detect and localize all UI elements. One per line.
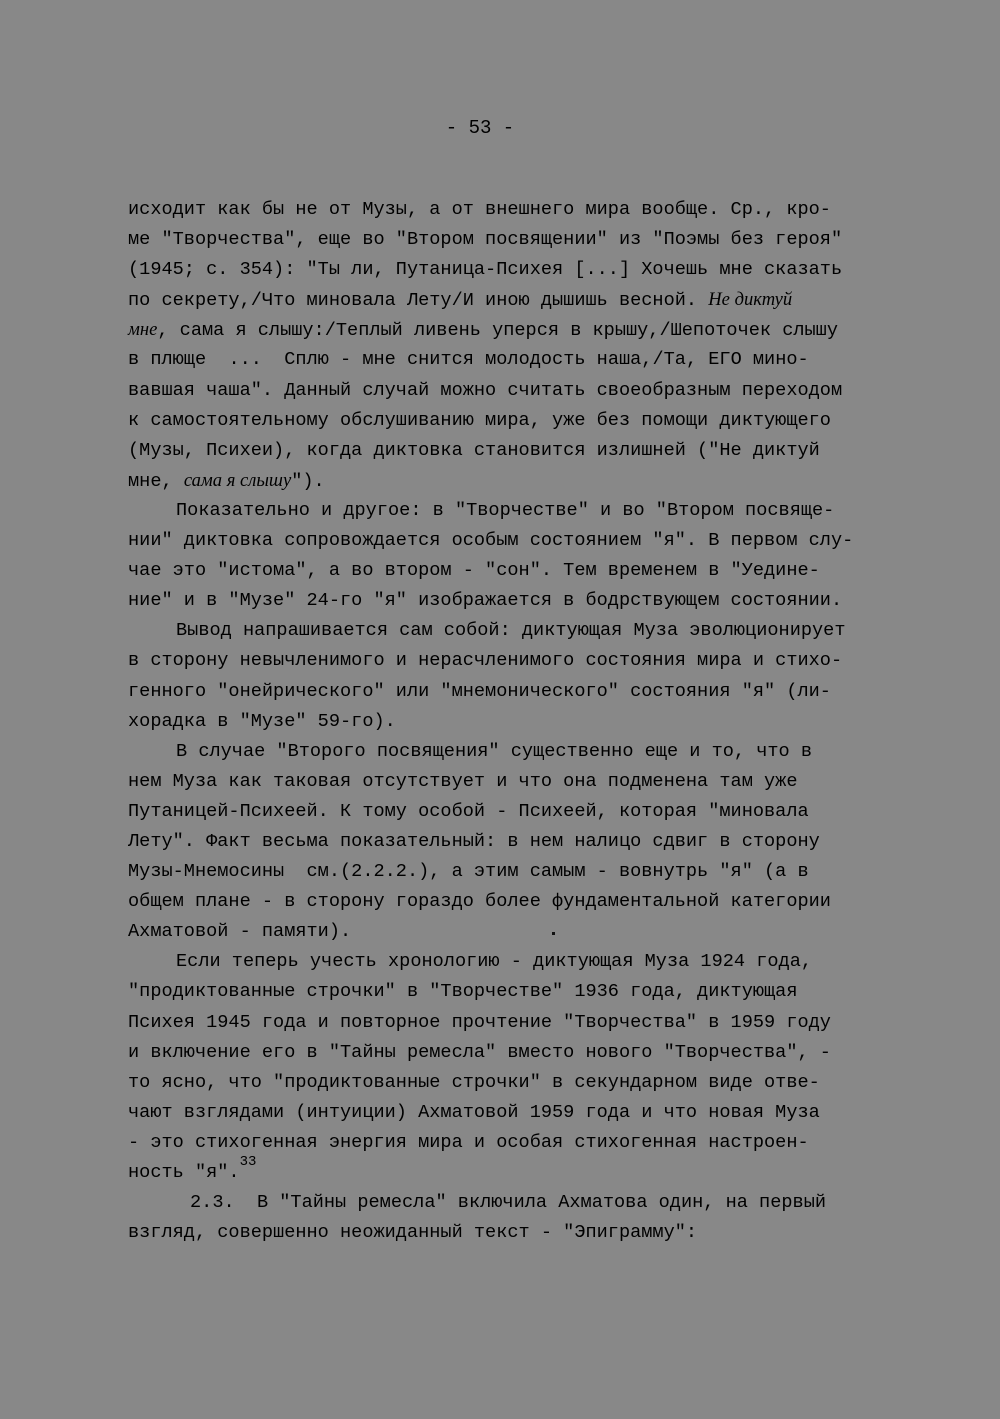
italic-quote: сама я слышу — [183, 469, 292, 491]
section-start-line: 2.3. В "Тайны ремесла" включила Ахматова один, на первый — [190, 1192, 827, 1214]
text-line — [128, 1154, 908, 1188]
text-line: нии" диктовка сопровождается особым состоянием "я". В первом слу- — [128, 530, 854, 552]
text-span: Сплю - мне снится молодость наша,/Та, ЕГО мино- — [284, 349, 809, 371]
text-line: ме "Творчества", еще во "Втором посвящении" из "Поэмы без героя" — [128, 229, 843, 251]
text-span: мне, — [128, 470, 173, 492]
text-line: Показательно и другое: в "Творчестве" и во "Втором посвяще- — [176, 499, 835, 521]
text-line — [128, 466, 908, 496]
stray-mark — [552, 932, 555, 935]
text-line: общем плане - в сторону гораздо более фундаментальной категории — [128, 891, 831, 913]
text-span: в плюще — [128, 349, 207, 371]
text-line: к самостоятельному обслушиванию мира, уже без помощи диктующего — [128, 409, 831, 431]
text-line: вавшая чаша". Данный случай можно считать своеобразным переходом — [128, 379, 843, 401]
text-span: , сама я слышу:/Теплый ливень уперся в крышу,/Шепоточек слышу — [157, 320, 838, 342]
body-text — [128, 195, 908, 1248]
text-line: взгляд, совершенно неожиданный текст - "Эпиграмму": — [128, 1222, 698, 1244]
text-line: Если теперь учесть хронологию - диктующая Муза 1924 года, — [176, 951, 813, 973]
text-line — [128, 315, 908, 345]
text-line: Лету". Факт весьма показательный: в нем налицо сдвиг в сторону — [128, 830, 820, 852]
italic-quote: Не диктуй — [708, 289, 793, 311]
text-line: чают взглядами (интуиции) Ахматовой 1959 года и что новая Муза — [128, 1101, 820, 1123]
text-line: Психея 1945 года и повторное прочтение "Творчества" в 1959 году — [128, 1011, 831, 1033]
text-span: ность "я". — [128, 1162, 240, 1183]
footnote-marker: 33 — [239, 1154, 257, 1170]
text-line: в сторону невычленимого и нерасчленимого состояния мира и стихо- — [128, 650, 843, 672]
text-line — [128, 345, 908, 375]
text-line: то ясно, что "продиктованные строчки" в секундарном виде отве- — [128, 1071, 820, 1093]
text-line: исходит как бы не от Музы, а от внешнего мира вообще. Ср., кро- — [128, 199, 831, 220]
text-line: чае это "истома", а во втором - "сон". Тем временем в "Уедине- — [128, 560, 820, 582]
text-line: Вывод напрашивается сам собой: диктующая Муза эволюционирует — [176, 620, 846, 642]
text-span: "). — [291, 470, 325, 492]
text-line: и включение его в "Тайны ремесла" вместо нового "Творчества", - — [128, 1041, 831, 1063]
text-line: нем Муза как таковая отсутствует и что она подменена там уже — [128, 770, 798, 792]
text-line: "продиктованные строчки" в "Творчестве" 1936 года, диктующая — [128, 981, 798, 1003]
text-line: хорадка в "Музе" 59-го). — [128, 710, 396, 732]
text-line: Ахматовой - памяти). — [128, 921, 352, 943]
text-line: (1945; с. 354): "Ты ли, Путаница-Психея [...] Хочешь мне сказать — [128, 259, 843, 281]
text-line: - это стихогенная энергия мира и особая стихогенная настроен- — [128, 1131, 809, 1153]
text-line — [128, 285, 908, 315]
text-line: Музы-Мнемосины см.(2.2.2.), а этим самым - вовнутрь "я" (а в — [128, 861, 809, 883]
text-line: генного "онейрического" или "мнемонического" состояния "я" (ли- — [128, 680, 831, 702]
italic-quote: мне — [128, 319, 158, 341]
text-span: по секрету,/Что миновала Лету/И иною дышишь весной. — [128, 290, 698, 312]
text-line: (Музы, Психеи), когда диктовка становится излишней ("Не диктуй — [128, 439, 820, 461]
page-number: - 53 - — [445, 117, 515, 139]
text-line: Путаницей-Психеей. К тому особой - Психеей, которая "миновала — [128, 800, 809, 822]
text-line: В случае "Второго посвящения" существенно еще и то, что в — [176, 740, 813, 762]
text-span: ... — [228, 349, 262, 371]
text-line: ние" и в "Музе" 24-го "я" изображается в бодрствующем состоянии. — [128, 590, 843, 612]
